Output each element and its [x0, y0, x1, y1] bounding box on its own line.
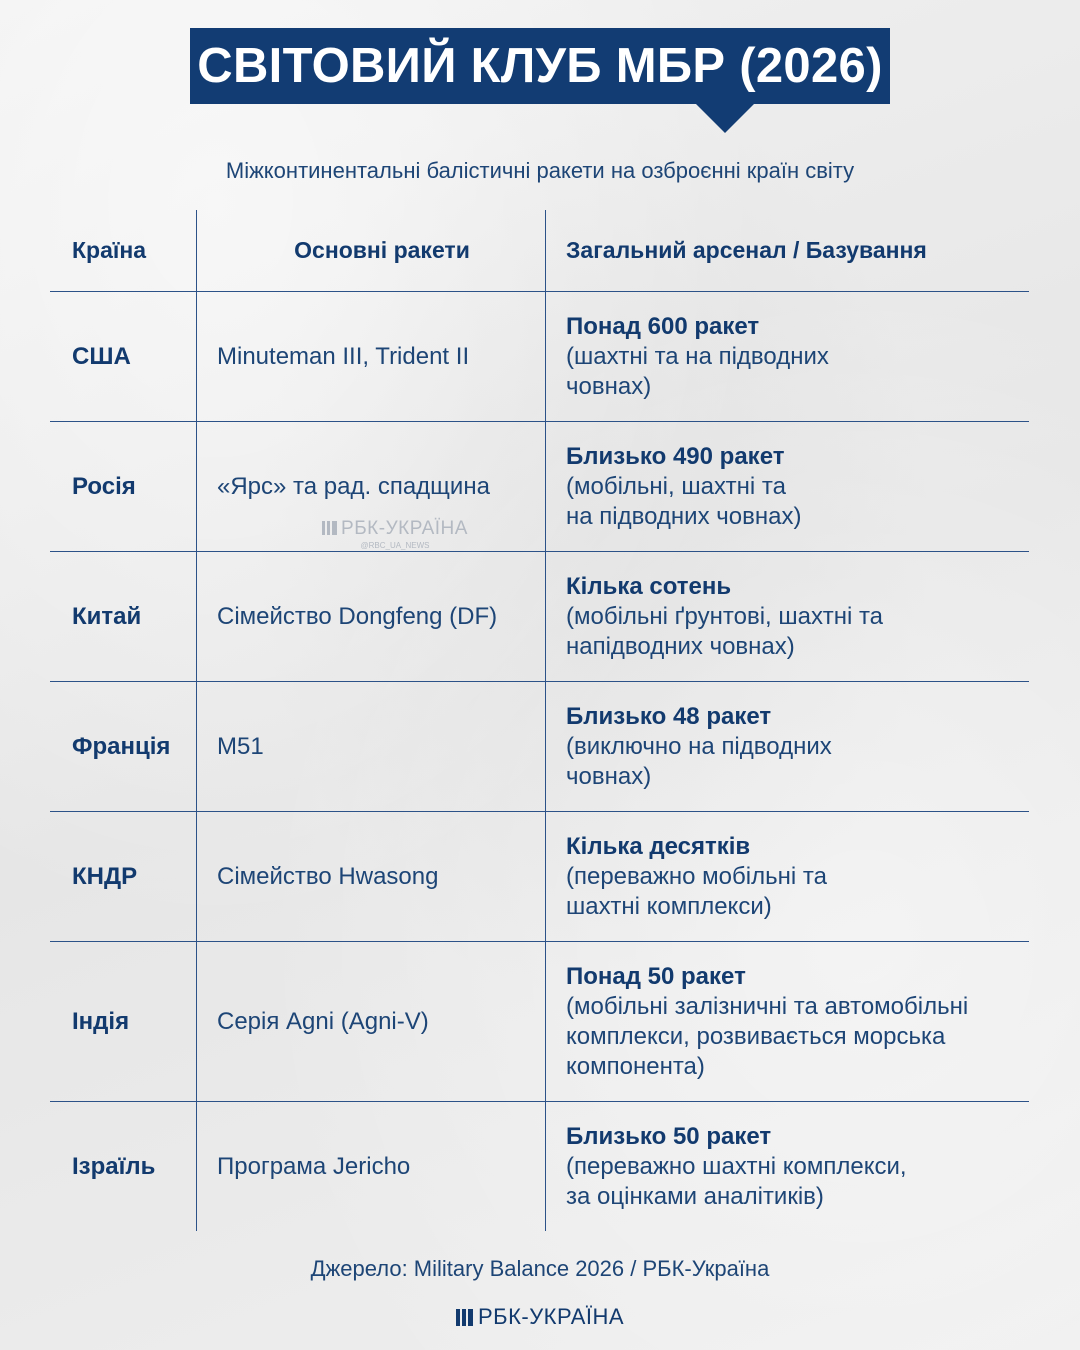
arsenal-detail-line: (мобільні залізничні та автомобільні [566, 993, 969, 1020]
missiles-cell: Сімейство Hwasong [217, 863, 439, 890]
arsenal-count: Близько 50 ракет [566, 1122, 772, 1150]
arsenal-count: Близько 48 ракет [566, 703, 772, 730]
arsenal-count: Кілька сотень [566, 573, 732, 600]
arsenal-count: Кілька десятків [566, 833, 751, 860]
arsenal-detail-line: (переважно мобільні та [566, 863, 827, 890]
arsenal-detail-line: (виключно на підводних [566, 733, 832, 760]
arsenal-detail-line: за оцінками аналітиків) [566, 1182, 824, 1210]
source-note: Джерело: Military Balance 2026 / РБК-Україна [310, 1256, 770, 1281]
watermark-text: РБК-УКРАЇНА [341, 518, 468, 539]
arsenal-detail-line: комплекси, розвивається морська [566, 1023, 946, 1050]
table-row [50, 422, 1029, 552]
table-row [50, 1102, 1029, 1231]
title-pointer [695, 103, 755, 133]
table-header-row [50, 210, 1029, 291]
country-cell: Франція [72, 733, 171, 760]
country-cell: КНДР [72, 863, 138, 890]
missiles-cell: M51 [217, 733, 264, 760]
missiles-cell: Серія Agni (Agni-V) [217, 1008, 429, 1035]
table-row [50, 292, 1029, 422]
header-missiles: Основні ракети [294, 237, 470, 263]
table-row [50, 682, 1029, 812]
missiles-cell: Minuteman III, Trident II [217, 343, 470, 370]
missiles-cell: «Ярс» та рад. спадщина [217, 473, 490, 500]
arsenal-detail-line: (мобільні, шахтні та [566, 473, 786, 500]
subtitle: Міжконтинентальні балістичні ракети на озброєнні країн світу [225, 158, 855, 183]
table-row [50, 942, 1029, 1102]
arsenal-detail-line: човнах) [566, 763, 652, 790]
header-country: Країна [72, 237, 147, 263]
country-cell: Китай [72, 603, 142, 630]
country-cell: Ізраїль [72, 1152, 156, 1180]
arsenal-detail-line: на підводних човнах) [566, 503, 802, 530]
arsenal-detail-line: напідводних човнах) [566, 633, 795, 660]
watermark [290, 518, 500, 550]
arsenal-detail-line: (шахтні та на підводних [566, 343, 829, 370]
icbm-table [50, 210, 1029, 1231]
page-title: СВІТОВИЙ КЛУБ МБР (2026) [190, 28, 890, 104]
arsenal-detail-line: (переважно шахтні комплекси, [566, 1152, 907, 1180]
rbc-logo-icon [456, 1309, 473, 1326]
brand-logo [0, 1304, 1080, 1330]
arsenal-count: Понад 50 ракет [566, 963, 746, 990]
arsenal-cell [566, 552, 1026, 682]
arsenal-detail-line: шахтні комплекси) [566, 893, 772, 920]
arsenal-count: Понад 600 ракет [566, 313, 760, 340]
arsenal-cell [566, 812, 1026, 942]
arsenal-cell [566, 292, 1026, 422]
arsenal-cell [566, 1102, 1026, 1231]
country-cell: Індія [72, 1008, 130, 1035]
title-banner [190, 28, 890, 134]
arsenal-cell [566, 682, 1026, 812]
brand-logo-text: РБК-УКРАЇНА [477, 1304, 625, 1329]
arsenal-detail-line: компонента) [566, 1053, 705, 1080]
arsenal-cell [566, 942, 1026, 1102]
watermark-handle: @RBC_UA_NEWS [360, 541, 430, 550]
table-row [50, 812, 1029, 942]
arsenal-detail-line: (мобільні ґрунтові, шахтні та [566, 603, 884, 630]
missiles-cell: Сімейство Dongfeng (DF) [217, 603, 498, 630]
header-arsenal: Загальний арсенал / Базування [566, 237, 927, 263]
missiles-cell: Програма Jericho [217, 1152, 411, 1180]
country-cell: Росія [72, 473, 136, 500]
arsenal-cell [566, 422, 1026, 552]
arsenal-count: Близько 490 ракет [566, 443, 785, 470]
country-cell: США [72, 343, 131, 370]
arsenal-detail-line: човнах) [566, 373, 652, 400]
table-row [50, 552, 1029, 682]
rbc-logo-icon [322, 521, 337, 535]
